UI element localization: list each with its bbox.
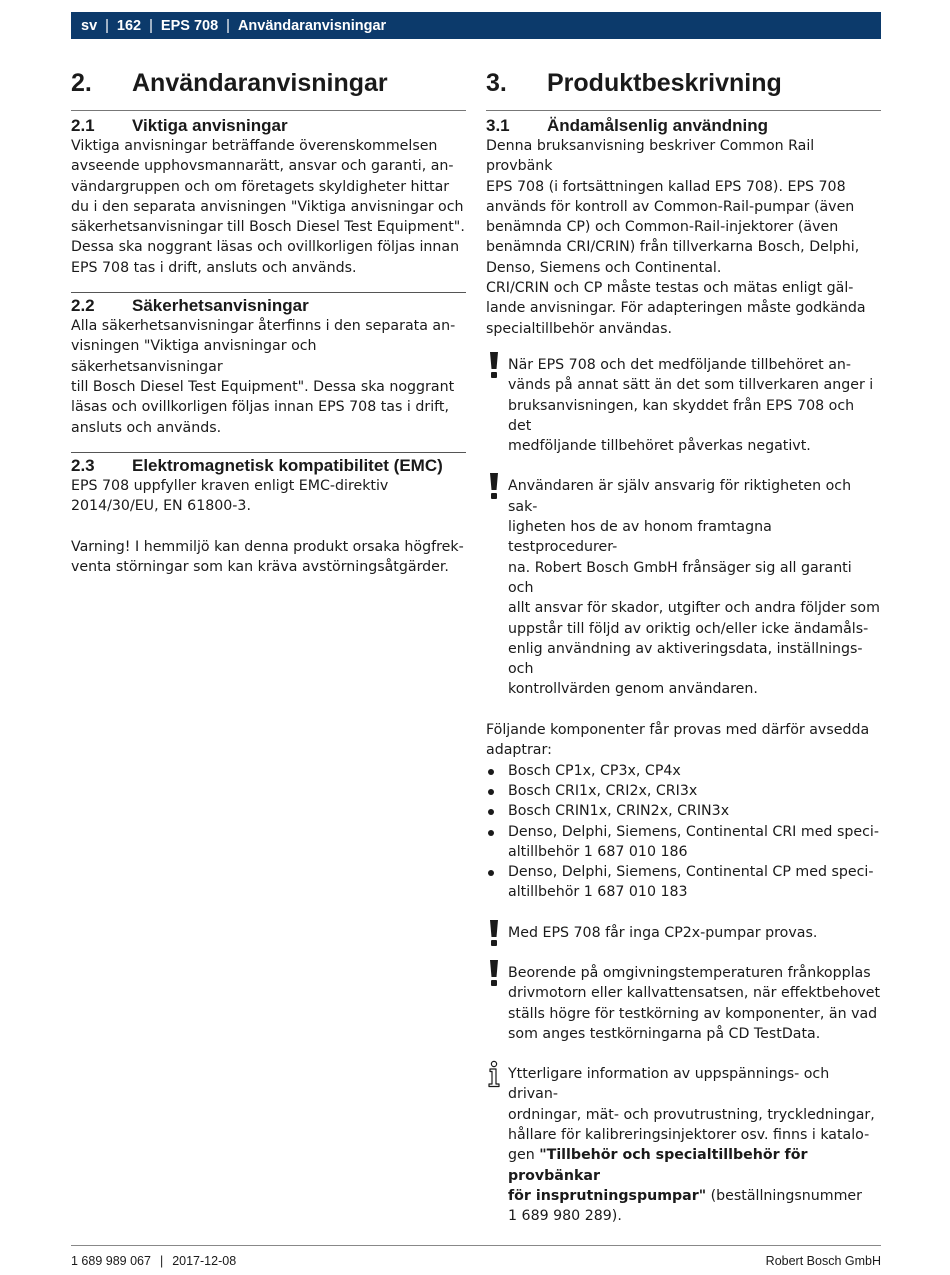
catalog-title-cont: för insprutningspumpar" xyxy=(508,1187,707,1204)
section-number: 2.2 xyxy=(71,296,95,316)
info-icon xyxy=(486,1060,502,1088)
section-2-1-heading xyxy=(71,111,466,136)
exclamation-icon xyxy=(486,959,502,987)
caution-note-4: Beorende på omgivningstemperaturen frånkopplas drivmotorn eller kallvattensatsen, när effektbehovet ställs högre för testkörning av komponenter, än vad som anges testkörningarna på CD TestData. xyxy=(486,963,881,1044)
spacer xyxy=(71,516,466,536)
catalog-title: "Tillbehör och specialtillbehör för provbänkar xyxy=(508,1147,808,1184)
chapter-title: Användaranvisningar xyxy=(132,69,388,97)
caution-note-1: När EPS 708 och det medföljande tillbehöret an- vänds på annat sätt än det som tillverkaren anger i bruksanvisningen, kan skyddet från EPS 708 och det medföljande tillbehöret påverkas negativt. xyxy=(486,355,881,456)
list-item: Denso, Delphi, Siemens, Continental CP med speci- altillbehör 1 687 010 183 xyxy=(486,862,881,903)
list-item: Bosch CRI1x, CRI2x, CRI3x xyxy=(486,781,881,801)
section-3-1-text: Denna bruksanvisning beskriver Common Rail provbänk EPS 708 (i fortsättningen kallad EPS 708). EPS 708 används för kontroll av Common-Rail-pumpar (även benämnda CP) och Common-Rail-injektorer (även benämnda CRI/CRIN) från tillverkarna Bosch, Delphi, Denso, Siemens och Continental. CRI/CRIN och CP måste testas och mätas enligt gäl- lande anvisningar. För adapteringen måste godkända specialtillbehör användas. xyxy=(486,138,866,337)
header-separator: | xyxy=(105,17,109,34)
header-separator: | xyxy=(226,17,230,34)
chapter-3-heading xyxy=(486,60,881,111)
footer-date: 2017-12-08 xyxy=(172,1254,237,1268)
footer-doc-number: 1 689 989 067 xyxy=(71,1254,151,1268)
header-page-number: 162 xyxy=(116,17,142,34)
chapter-2-heading xyxy=(71,60,466,111)
section-title: Säkerhetsanvisningar xyxy=(132,296,309,316)
header-separator: | xyxy=(149,17,153,34)
footer-company: Robert Bosch GmbH xyxy=(765,1254,881,1268)
header-title: Användaranvisningar xyxy=(237,17,387,34)
left-column xyxy=(71,60,466,577)
page-footer xyxy=(71,1254,881,1268)
spacer xyxy=(486,700,881,720)
caution-note-2: Användaren är själv ansvarig för riktigheten och sak- ligheten hos de av honom framtagna testprocedurer- na. Robert Bosch GmbH frånsäger sig all garanti och allt ansvar för skador, utgifter och andra följder som uppstår till följd av oriktig och/eller icke ändamåls- enlig användning av aktiveringsdata, inställnings- och kontrollvärden genom användaren. xyxy=(486,476,881,699)
exclamation-icon xyxy=(486,919,502,947)
right-column xyxy=(486,60,881,1227)
section-2-1-text: Viktiga anvisningar beträffande överenskommelsen avseende upphovsmannarätt, ansvar och garanti, an- vändargruppen och om företagets skyldigheter hittar du i den separata anvisningen "Viktiga anvisningar och säkerhetsanvisningar till Bosch Diesel Test Equipment". Dessa ska noggrant läsas och ovillkorligen följas innan EPS 708 tas i drift, ansluts och används. xyxy=(71,138,465,276)
list-item: Denso, Delphi, Siemens, Continental CRI med speci- altillbehör 1 687 010 186 xyxy=(486,822,881,863)
emc-warning-text: Varning! I hemmiljö kan denna produkt orsaka högfrek- venta störningar som kan kräva avstörningsåtgärder. xyxy=(71,538,464,576)
caution-note-3: Med EPS 708 får inga CP2x-pumpar provas. xyxy=(486,923,881,943)
section-2-2-heading xyxy=(71,292,466,316)
section-2-3-text: EPS 708 uppfyller kraven enligt EMC-direktiv 2014/30/EU, EN 61800-3. xyxy=(71,477,389,515)
section-number: 2.1 xyxy=(71,116,95,135)
header-language: sv xyxy=(81,17,98,34)
section-number: 2.3 xyxy=(71,455,95,475)
chapter-number: 3. xyxy=(486,69,507,97)
exclamation-icon xyxy=(486,472,502,500)
components-list xyxy=(486,761,881,903)
header-product: EPS 708 xyxy=(160,17,219,34)
list-item: Bosch CRIN1x, CRIN2x, CRIN3x xyxy=(486,801,881,821)
components-intro: Följande komponenter får provas med därför avsedda adaptrar: xyxy=(486,722,870,759)
section-2-3-heading xyxy=(71,452,466,476)
page-header xyxy=(71,12,881,39)
section-number: 3.1 xyxy=(486,116,510,135)
section-title: Elektromagnetisk kompatibilitet (EMC) xyxy=(132,455,443,475)
info-note: Ytterligare information av uppspännings- och drivan- ordningar, mät- och provutrustning, tryckledningar, hållare för kalibreringsinjektorer osv. finns i katalo- gen "Tillbehör och specialtillbehör för provbänkar för insprutningspumpar" (beställningsnummer 1 689 980 289). xyxy=(486,1064,881,1226)
section-3-1-heading xyxy=(486,111,881,136)
section-2-2-text: Alla säkerhetsanvisningar återfinns i den separata an- visningen "Viktiga anvisningar och säkerhetsanvisningar till Bosch Diesel Test Equipment". Dessa ska noggrant läsas och ovillkorligen följas innan EPS 708 tas i drift, ansluts och används. xyxy=(71,318,456,436)
section-title: Ändamålsenlig användning xyxy=(547,116,769,135)
list-item: Bosch CP1x, CP3x, CP4x xyxy=(486,761,881,781)
section-title: Viktiga anvisningar xyxy=(132,116,288,135)
exclamation-icon xyxy=(486,351,502,379)
chapter-number: 2. xyxy=(71,69,92,97)
footer-divider xyxy=(71,1245,881,1246)
footer-separator: | xyxy=(159,1254,164,1268)
chapter-title: Produktbeskrivning xyxy=(547,69,782,97)
